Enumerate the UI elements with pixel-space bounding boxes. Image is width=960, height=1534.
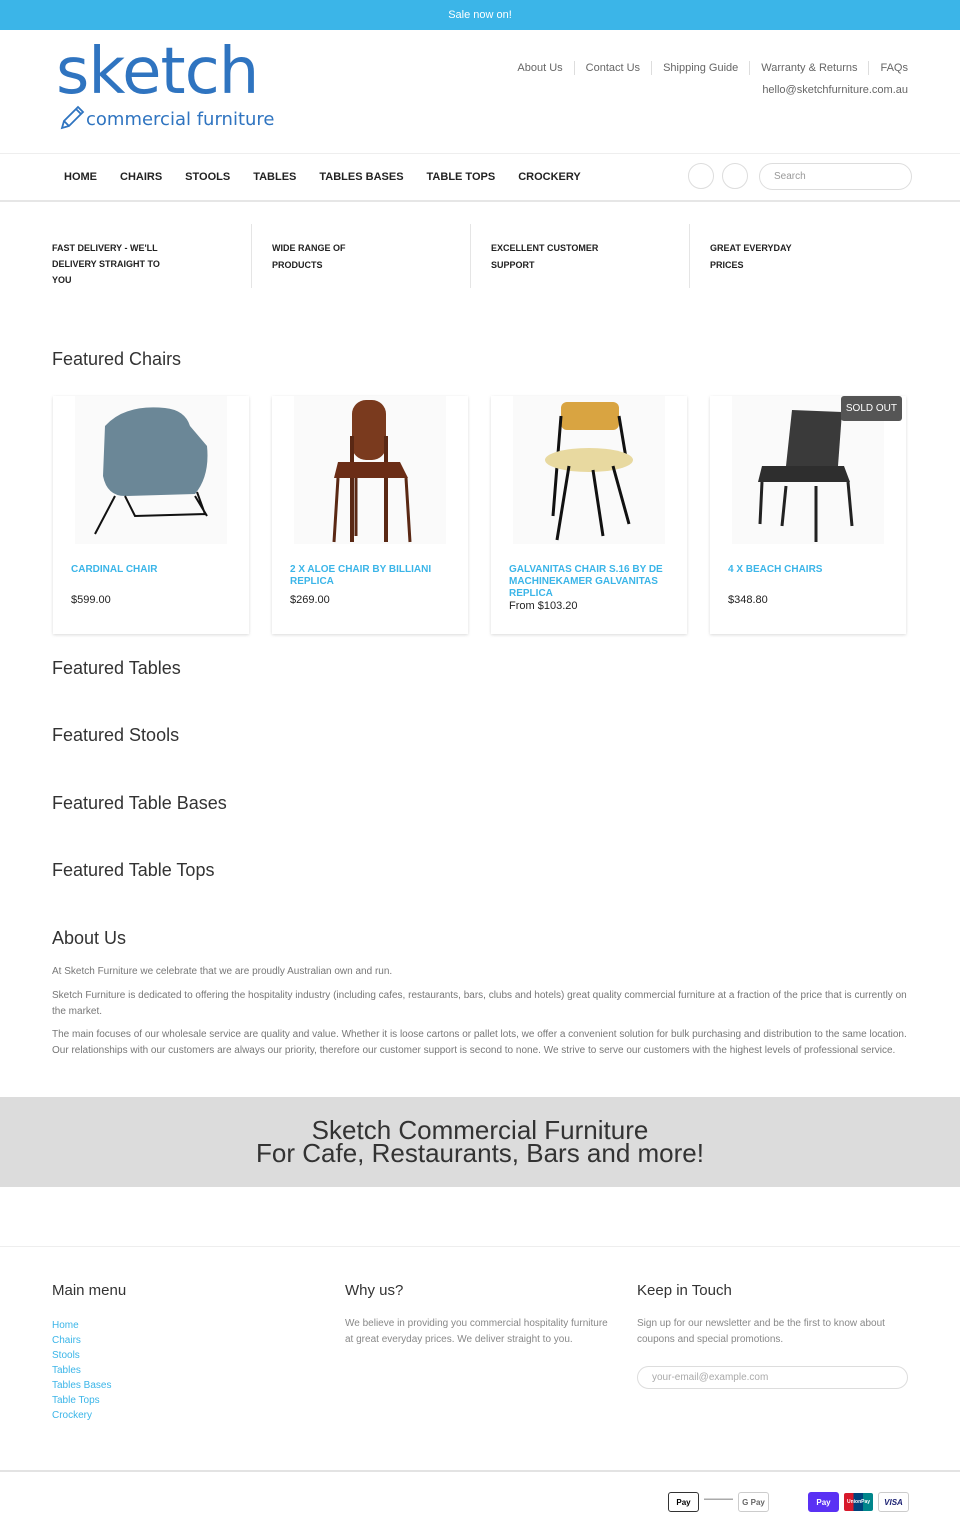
about-text: [52, 964, 912, 1059]
product-price: $599.00: [71, 594, 111, 606]
banner-line-1: Sketch Commercial Furniture: [311, 1115, 649, 1145]
footer-link-chairs[interactable]: Chairs: [52, 1335, 81, 1346]
google-pay-icon: G Pay: [738, 1492, 769, 1512]
why-us-text: We believe in providing you commercial hospitality furniture at great everyday prices. We deliver straight to you.: [345, 1318, 608, 1345]
search-placeholder: Search: [774, 171, 806, 182]
keep-in-touch-heading: Keep in Touch: [637, 1282, 732, 1299]
feature-support: [470, 224, 689, 288]
top-link-shipping[interactable]: Shipping Guide: [651, 61, 749, 75]
promo-banner: [0, 1097, 960, 1187]
product-title[interactable]: GALVANITAS CHAIR S.16 BY DE MACHINEKAMER GALVANITAS REPLICA: [509, 564, 663, 599]
shop-pay-icon: Pay: [808, 1492, 839, 1512]
mastercard-icon: [773, 1492, 804, 1512]
top-link-warranty[interactable]: Warranty & Returns: [749, 61, 868, 75]
nav-items: [64, 171, 604, 184]
product-card[interactable]: [491, 396, 687, 634]
banner-line-2: For Cafe, Restaurants, Bars and more!: [256, 1138, 704, 1168]
footer-link-stools[interactable]: Stools: [52, 1350, 80, 1361]
why-us-heading: Why us?: [345, 1282, 404, 1299]
feature-range: [251, 224, 470, 288]
nav-chairs[interactable]: CHAIRS: [120, 171, 163, 183]
product-price: $348.80: [728, 594, 768, 606]
footer-menu: [52, 1318, 111, 1423]
footer-link-tables[interactable]: Tables: [52, 1365, 81, 1376]
product-price: $269.00: [290, 594, 330, 606]
featured-stools-heading: Featured Stools: [52, 725, 180, 745]
newsletter-text: Sign up for our newsletter and be the first to know about coupons and special promotions.: [637, 1318, 885, 1345]
about-paragraph: At Sketch Furniture we celebrate that we are proudly Australian own and run.: [52, 966, 393, 977]
logo-subtitle: commercial furniture: [86, 109, 275, 130]
about-us-heading: About Us: [52, 928, 127, 948]
cart-icon[interactable]: [722, 163, 748, 189]
email-placeholder: your-email@example.com: [652, 1372, 769, 1383]
feature-text: WIDE RANGE OF PRODUCTS: [272, 243, 346, 270]
product-price: From $103.20: [509, 600, 578, 612]
nav-tables[interactable]: TABLES: [253, 171, 297, 183]
account-icon[interactable]: [688, 163, 714, 189]
about-paragraph: Sketch Furniture is dedicated to offering the hospitality industry (including cafes, restaurants, bars, clubs and hotels) great quality commercial furniture at a fraction of the price that is currently on the market.: [52, 990, 907, 1017]
search-input[interactable]: [759, 163, 912, 190]
product-image[interactable]: [294, 396, 446, 544]
feature-text: GREAT EVERYDAY PRICES: [710, 243, 792, 270]
footer-menu-heading: Main menu: [52, 1282, 127, 1299]
nav-table-bases[interactable]: TABLES BASES: [319, 171, 404, 183]
announcement-bar: [0, 0, 960, 30]
product-title[interactable]: 4 X BEACH CHAIRS: [728, 564, 823, 575]
logo[interactable]: sketch: [56, 35, 259, 109]
featured-table-bases-heading: Featured Table Bases: [52, 793, 227, 813]
generic-card-icon: [703, 1492, 734, 1512]
apple-pay-icon: Pay: [668, 1492, 699, 1512]
top-link-contact[interactable]: Contact Us: [574, 61, 651, 75]
footer-link-table-tops[interactable]: Table Tops: [52, 1395, 100, 1406]
featured-table-tops-heading: Featured Table Tops: [52, 860, 215, 880]
visa-icon: VISA: [878, 1492, 909, 1512]
feature-text: EXCELLENT CUSTOMER SUPPORT: [491, 243, 599, 270]
top-link-about[interactable]: About Us: [517, 62, 563, 74]
footer-link-home[interactable]: Home: [52, 1320, 79, 1331]
featured-tables-heading: Featured Tables: [52, 658, 181, 678]
feature-delivery: [32, 224, 251, 288]
payment-icons: [668, 1492, 909, 1512]
feature-text: FAST DELIVERY - WE'LL DELIVERY STRAIGHT TO YOU: [52, 243, 160, 285]
footer-link-crockery[interactable]: Crockery: [52, 1410, 93, 1421]
nav-stools[interactable]: STOOLS: [185, 171, 231, 183]
top-links: [506, 61, 908, 75]
bottom-divider: [0, 1470, 960, 1472]
feature-prices: [689, 224, 908, 288]
product-title[interactable]: CARDINAL CHAIR: [71, 564, 158, 575]
top-link-faqs[interactable]: FAQs: [868, 61, 908, 75]
product-image[interactable]: [513, 396, 665, 544]
nav-table-tops[interactable]: TABLE TOPS: [426, 171, 496, 183]
newsletter-email-input[interactable]: [637, 1366, 908, 1389]
unionpay-icon: UnionPay: [843, 1492, 874, 1512]
featured-chairs-heading: Featured Chairs: [52, 349, 182, 369]
contact-email[interactable]: hello@sketchfurniture.com.au: [762, 84, 908, 96]
nav-crockery[interactable]: CROCKERY: [518, 171, 581, 183]
nav-home[interactable]: HOME: [64, 171, 97, 183]
product-card[interactable]: [710, 396, 906, 634]
sold-out-badge: SOLD OUT: [841, 396, 902, 421]
footer-divider: [0, 1246, 960, 1247]
product-image[interactable]: [75, 396, 227, 544]
about-paragraph: The main focuses of our wholesale service are quality and value. Whether it is loose cartons or pallet lots, we offer a convenient solution for bulk purchasing and distribution to the same location. Our relationships with our customers are always our priority, therefore our customer support is second to none. We strive to serve our customers with the highest levels of professional service.: [52, 1029, 907, 1056]
product-card[interactable]: [272, 396, 468, 634]
announcement-text: Sale now on!: [448, 9, 512, 21]
product-title[interactable]: 2 X ALOE CHAIR BY BILLIANI REPLICA: [290, 564, 432, 587]
footer-link-tables-bases[interactable]: Tables Bases: [52, 1380, 112, 1391]
product-card[interactable]: [53, 396, 249, 634]
